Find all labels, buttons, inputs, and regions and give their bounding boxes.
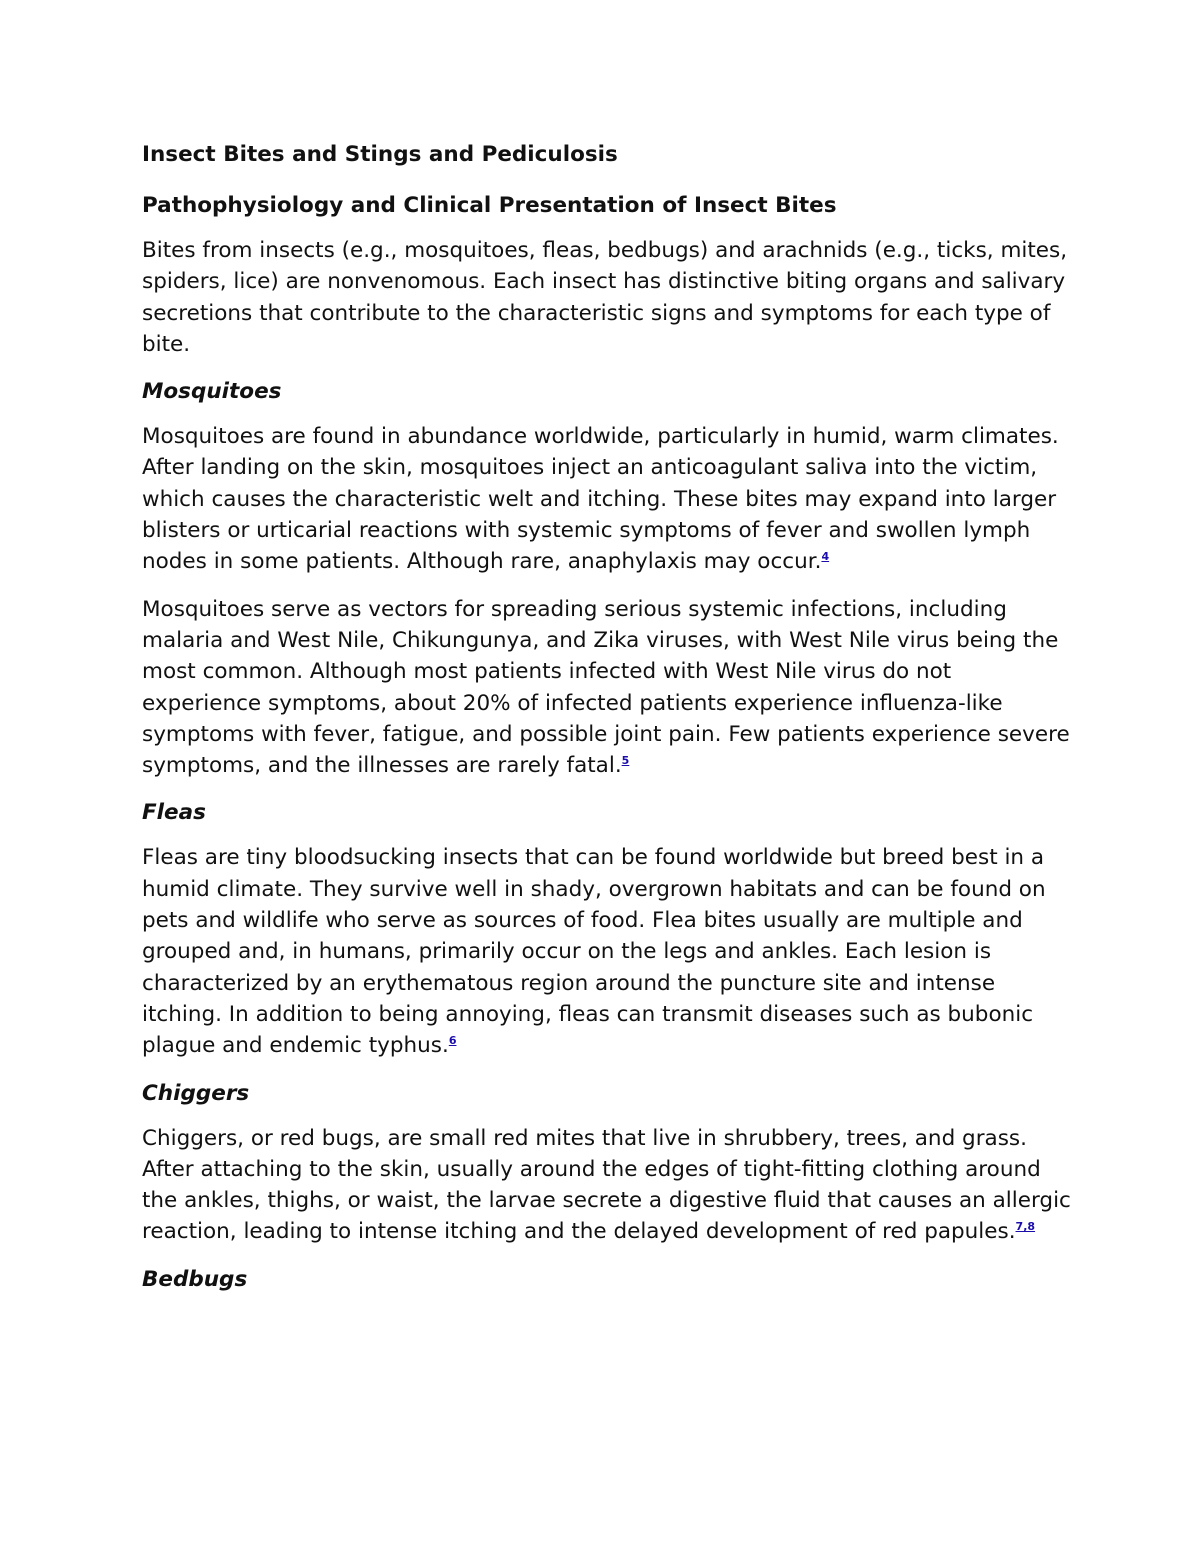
bedbugs-heading: Bedbugs xyxy=(142,1266,248,1292)
citation-link[interactable]: 4 xyxy=(821,550,830,564)
mosquitoes-paragraph-1-text: Mosquitoes are found in abundance worldwide, particularly in humid, warm climates. After landing on the skin, mosquitoes inject an anticoagulant saliva into the victim, which causes the characteristic welt and itching. These bites may expand into larger blisters or urticarial reactions with systemic symptoms of fever and swollen lymph nodes in some patients. Although rare, anaphylaxis may occur. xyxy=(142,424,1059,575)
fleas-heading: Fleas xyxy=(142,800,206,826)
intro-paragraph: Bites from insects (e.g., mosquitoes, fleas, bedbugs) and arachnids (e.g., ticks, mites, spiders, lice) are nonvenomous. Each insect has distinctive biting organs and salivary secretions that contribute to the characteristic signs and symptoms for each type of bite. xyxy=(142,238,1068,357)
citation-link[interactable]: 6 xyxy=(448,1034,457,1048)
mosquitoes-paragraph-1 xyxy=(142,421,1072,577)
chiggers-paragraph-text: Chiggers, or red bugs, are small red mites that live in shrubbery, trees, and grass. After attaching to the skin, usually around the edges of tight-fitting clothing around the ankles, thighs, or waist, the larvae secrete a digestive fluid that causes an allergic reaction, leading to intense itching and the delayed development of red papules. xyxy=(142,1125,1071,1245)
citation-link[interactable]: 5 xyxy=(621,754,630,767)
document-title: Insect Bites and Stings and Pediculosis xyxy=(142,142,618,167)
citation-link[interactable]: 7,8 xyxy=(1015,1220,1036,1234)
chiggers-heading: Chiggers xyxy=(142,1080,250,1106)
mosquitoes-paragraph-2 xyxy=(142,594,1072,782)
chiggers-paragraph xyxy=(142,1123,1072,1248)
fleas-paragraph-text: Fleas are tiny bloodsucking insects that can be found worldwide but breed best in a humid climate. They survive well in shady, overgrown habitats and can be found on pets and wildlife who serve as sources of food. Flea bites usually are multiple and grouped and, in humans, primarily occur on the legs and ankles. Each lesion is characterized by an erythematous region around the puncture site and intense itching. In addition to being annoying, fleas can transmit diseases such as bubonic plague and endemic typhus. xyxy=(142,845,1046,1059)
document-page xyxy=(142,139,1072,1309)
mosquitoes-paragraph-2-text: Mosquitoes serve as vectors for spreading serious systemic infections, including malaria and West Nile, Chikungunya, and Zika viruses, with West Nile virus being the most common. Although most patients infected with West Nile virus do not experience symptoms, about 20% of infected patients experience influenza-like symptoms with fever, fatigue, and possible joint pain. Few patients experience severe symptoms, and the illnesses are rarely fatal. xyxy=(142,596,1070,779)
mosquitoes-heading: Mosquitoes xyxy=(142,379,282,405)
section-title: Pathophysiology and Clinical Presentation of Insect Bites xyxy=(142,193,837,218)
fleas-paragraph xyxy=(142,842,1072,1061)
